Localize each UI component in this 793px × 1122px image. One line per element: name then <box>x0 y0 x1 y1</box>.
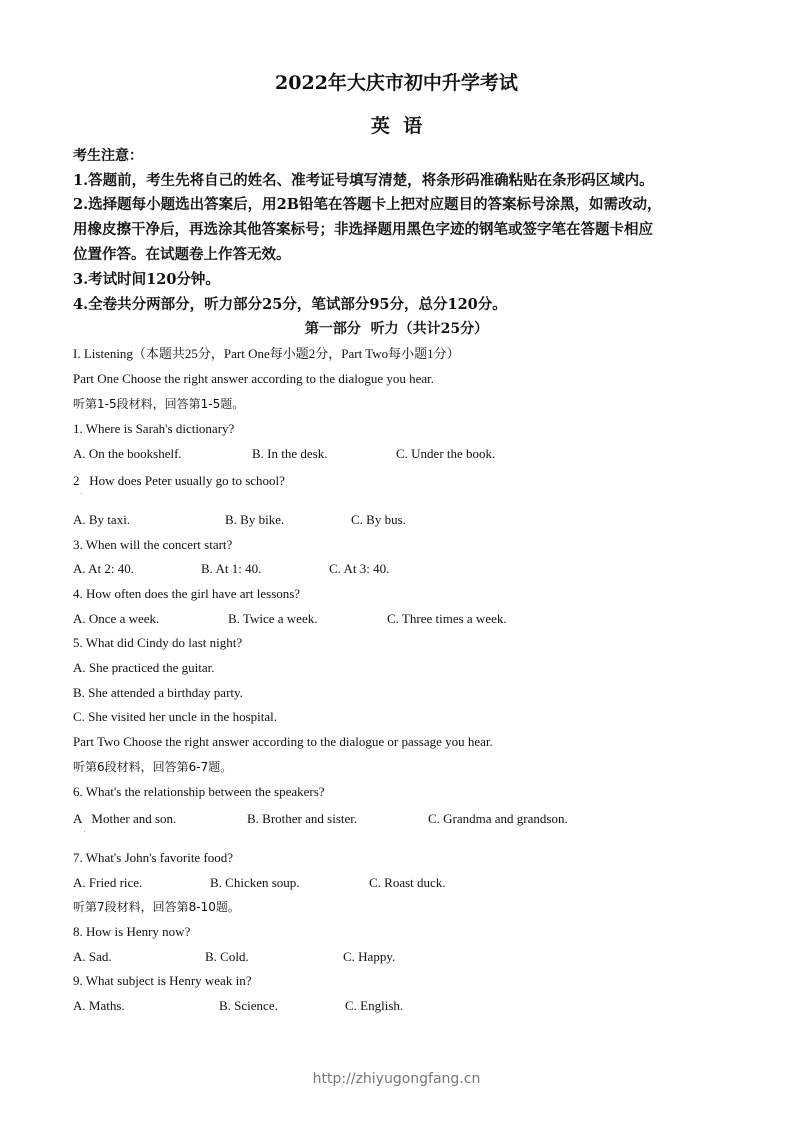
footer-url: http://zhiyugongfang.cn <box>312 1071 481 1087</box>
question-7-option-b: B. Chicken soup. <box>210 875 300 890</box>
part-two-material-7: 听第7段材料，回答第8-10题。 <box>73 900 240 914</box>
question-2-option-c: C. By bus. <box>351 512 406 527</box>
question-8-option-c: C. Happy. <box>343 949 396 964</box>
question-5-option-a: A. She practiced the guitar. <box>73 660 215 675</box>
question-6: 6. What's the relationship between the speakers? <box>73 784 325 799</box>
question-1-option-b: B. In the desk. <box>252 446 328 461</box>
question-4-option-b: B. Twice a week. <box>228 611 318 626</box>
question-5: 5. What did Cindy do last night? <box>73 635 243 650</box>
question-4-option-c: C. Three times a week. <box>387 611 507 626</box>
question-4: 4. How often does the girl have art lessons? <box>73 586 301 601</box>
question-9-option-a: A. Maths. <box>73 998 125 1013</box>
question-6-option-b: B. Brother and sister. <box>247 811 358 826</box>
part-two-material-6: 听第6段材料，回答第6-7题。 <box>73 760 233 774</box>
notice-item-2-end: 位置作答。在试题卷上作答无效。 <box>73 246 291 263</box>
question-5-option-c: C. She visited her uncle in the hospital. <box>73 709 277 724</box>
part-one-instruction: Part One Choose the right answer according to the dialogue you hear. <box>73 371 435 386</box>
question-5-option-b: B. She attended a birthday party. <box>73 685 243 700</box>
question-1-option-a: A. On the bookshelf. <box>73 446 182 461</box>
part-two-instruction: Part Two Choose the right answer according to the dialogue or passage you hear. <box>73 734 493 749</box>
question-1-option-c: C. Under the book. <box>396 446 496 461</box>
question-9: 9. What subject is Henry weak in? <box>73 973 252 988</box>
question-3-option-c: C. At 3: 40. <box>329 561 390 576</box>
listening-intro: I. Listening（本题共25分，Part One每小题2分，Part Two每小题1分） <box>73 346 460 361</box>
question-7: 7. What's John's favorite food? <box>73 850 234 865</box>
question-9-option-b: B. Science. <box>219 998 278 1013</box>
scan-dot <box>81 493 82 494</box>
question-6-option-a: A Mother and son. <box>73 811 177 826</box>
question-3-option-b: B. At 1: 40. <box>201 561 262 576</box>
question-3-option-a: A. At 2: 40. <box>73 561 135 576</box>
question-9-option-c: C. English. <box>345 998 404 1013</box>
question-6-option-c: C. Grandma and grandson. <box>428 811 568 826</box>
question-7-option-a: A. Fried rice. <box>73 875 143 890</box>
notice-item-1: 1.答题前，考生先将自己的姓名、准考证号填写清楚，将条形码准确粘贴在条形码区域内。 <box>73 172 654 189</box>
question-3: 3. When will the concert start? <box>73 537 233 552</box>
question-8: 8. How is Henry now? <box>73 924 191 939</box>
exam-title: 2022年大庆市初中升学考试 <box>275 72 518 94</box>
question-2: 2 How does Peter usually go to school? <box>73 473 285 488</box>
notice-heading: 考生注意： <box>73 148 143 164</box>
question-8-option-b: B. Cold. <box>205 949 249 964</box>
question-8-option-a: A. Sad. <box>73 949 112 964</box>
notice-item-2: 2.选择题每小题选出答案后，用2B铅笔在答题卡上把对应题目的答案标号涂黑，如需改动， <box>73 196 662 213</box>
notice-item-3: 3.考试时间120分钟。 <box>73 271 220 288</box>
question-1: 1. Where is Sarah's dictionary? <box>73 421 235 436</box>
section-heading: 第一部分 听力（共计25分） <box>304 321 489 337</box>
notice-item-4: 4.全卷共分两部分，听力部分25分，笔试部分95分，总分120分。 <box>73 296 507 313</box>
question-2-option-a: A. By taxi. <box>73 512 131 527</box>
question-7-option-c: C. Roast duck. <box>369 875 446 890</box>
question-4-option-a: A. Once a week. <box>73 611 160 626</box>
scan-dot <box>84 831 85 832</box>
part-one-material: 听第1-5段材料，回答第1-5题。 <box>73 397 245 411</box>
question-2-option-b: B. By bike. <box>225 512 285 527</box>
subject-title: 英 语 <box>370 115 423 137</box>
notice-item-2-cont: 用橡皮擦干净后，再选涂其他答案标号；非选择题用黑色字迹的钢笔或签字笔在答题卡相应 <box>73 221 653 238</box>
